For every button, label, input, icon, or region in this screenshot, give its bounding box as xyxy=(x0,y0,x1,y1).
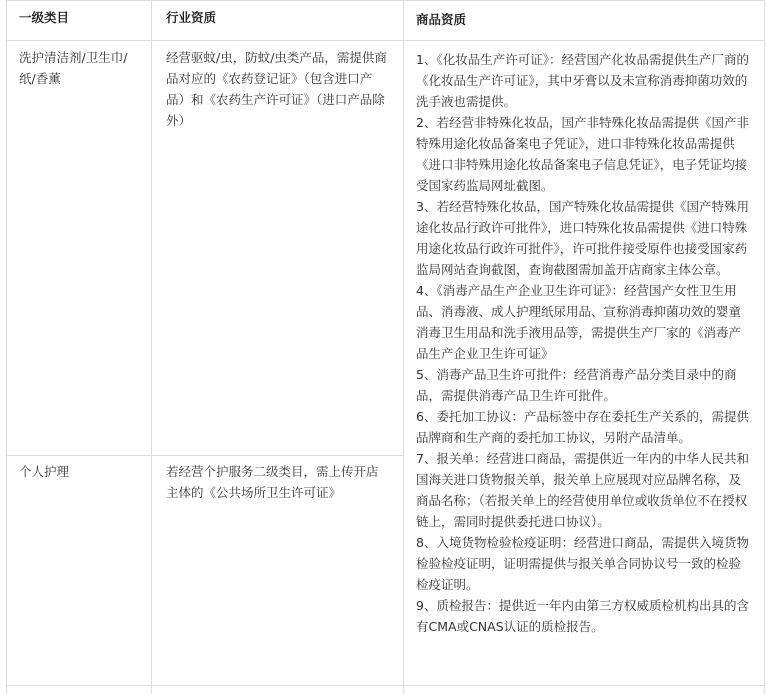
category-cell: 个人护理 xyxy=(7,456,152,686)
list-item: 3、若经营特殊化妆品，国产特殊化妆品需提供《国产特殊用途化妆品行政许可批件》，进口特殊化妆品需提供《进口特殊用途化妆品行政许可批件》，许可批件接受原件也接受国家药监局网站查询截图，查询截图需加盖开店商家主体公章。 xyxy=(416,196,752,280)
industry-cell: 经营驱蚊/虫，防蚊/虫类产品，需提供商品对应的《农药登记证》（包含进口产品）和《农药生产许可证》（进口产品除外） xyxy=(152,41,404,456)
table-row-partial xyxy=(7,686,765,694)
list-item: 2、若经营非特殊化妆品，国产非特殊化妆品需提供《国产非特殊用途化妆品备案电子凭证》，进口非特殊化妆品需提供《进口非特殊用途化妆品备案电子信息凭证》，电子凭证均接受国家药监局网址截图。 xyxy=(416,112,752,196)
list-item: 7、报关单：经营进口商品，需提供近一年内的中华人民共和国海关进口货物报关单，报关单上应展现对应品牌名称，及商品名称；（若报关单上的经营使用单位或收货单位不在授权链上，需同时提供委托进口协议）。 xyxy=(416,448,752,532)
list-item: 4、《消毒产品生产企业卫生许可证》：经营国产女性卫生用品、消毒液、成人护理纸尿用品、宣称消毒抑菌功效的婴童消毒卫生用品和洗手液用品等，需提供生产厂家的《消毒产品生产企业卫生许可证》 xyxy=(416,280,752,364)
list-item: 6、委托加工协议：产品标签中存在委托生产关系的，需提供品牌商和生产商的委托加工协议，另附产品清单。 xyxy=(416,406,752,448)
list-item: 9、质检报告：提供近一年内由第三方权威质检机构出具的含有CMA或CNAS认证的质检报告。 xyxy=(416,595,752,637)
qualification-table xyxy=(6,0,765,694)
list-item: 1、《化妆品生产许可证》：经营国产化妆品需提供生产厂商的《化妆品生产许可证》，其中牙膏以及未宣称消毒抑菌功效的洗手液也需提供。 xyxy=(416,49,752,112)
header-product-qualification: 商品资质 xyxy=(404,1,765,41)
list-item: 5、消毒产品卫生许可批件：经营消毒产品分类目录中的商品，需提供消毒产品卫生许可批件。 xyxy=(416,364,752,406)
empty-cell xyxy=(404,686,765,694)
empty-cell xyxy=(7,686,152,694)
table-header-row xyxy=(7,1,765,41)
product-qualification-cell xyxy=(404,41,765,686)
table-row xyxy=(7,41,765,456)
category-cell: 洗护清洁剂/卫生巾/纸/香薰 xyxy=(7,41,152,456)
header-category: 一级类目 xyxy=(7,1,152,41)
header-industry-qualification: 行业资质 xyxy=(152,1,404,41)
industry-cell: 若经营个护服务二级类目，需上传开店主体的《公共场所卫生许可证》 xyxy=(152,456,404,686)
empty-cell xyxy=(152,686,404,694)
list-item: 8、入境货物检验检疫证明：经营进口商品，需提供入境货物检验检疫证明，证明需提供与报关单合同协议号一致的检验检疫证明。 xyxy=(416,532,752,595)
